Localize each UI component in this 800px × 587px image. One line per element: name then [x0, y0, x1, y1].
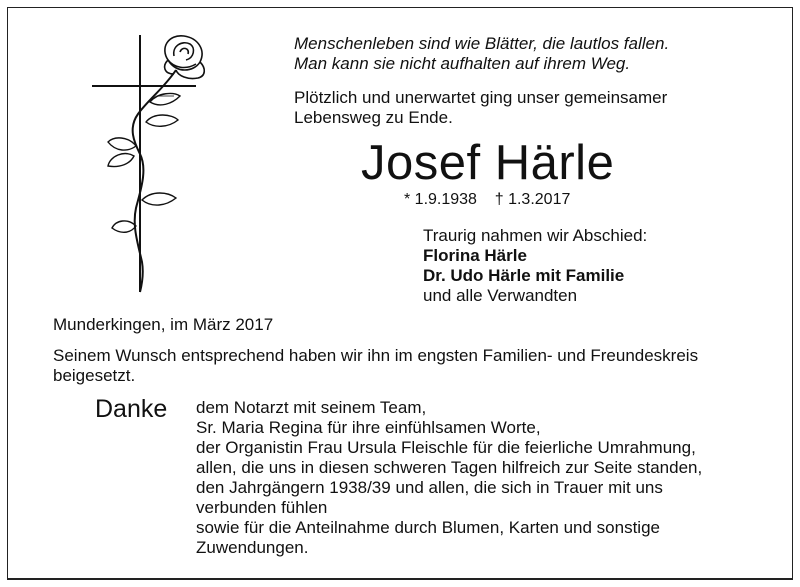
quote [294, 34, 669, 74]
mourners-block [423, 226, 647, 306]
life-dates: * 1.9.1938 † 1.3.2017 [404, 191, 571, 208]
quote-line-2: Man kann sie nicht aufhalten auf ihrem Weg. [294, 54, 631, 73]
thanks-label: Danke [95, 395, 168, 423]
mourners-others: und alle Verwandten [423, 286, 578, 305]
thanks-line: Sr. Maria Regina für ihre einfühlsamen Worte, [196, 418, 541, 437]
cross-with-rose-icon [88, 30, 218, 300]
deceased-name: Josef Härle [361, 136, 615, 190]
mourner-1: Florina Härle [423, 246, 527, 265]
mourners-heading: Traurig nahmen wir Abschied: [423, 226, 648, 245]
thanks-line: dem Notarzt mit seinem Team, [196, 398, 427, 417]
thanks-line: sowie für die Anteilnahme durch Blumen, Karten und sonstige [196, 518, 660, 537]
thanks-line: den Jahrgängern 1938/39 und allen, die sich in Trauer mit uns [196, 478, 663, 497]
thanks-line: Zuwendungen. [196, 538, 309, 557]
burial-note-line-1: Seinem Wunsch entsprechend haben wir ihn im engsten Familien- und Freundeskreis [53, 346, 699, 365]
place-date: Munderkingen, im März 2017 [53, 315, 274, 334]
burial-note-line-2: beigesetzt. [53, 366, 136, 385]
mourner-2: Dr. Udo Härle mit Familie [423, 266, 625, 285]
intro-text [294, 88, 667, 128]
notice-bottom-rule [7, 578, 793, 580]
quote-line-1: Menschenleben sind wie Blätter, die lautlos fallen. [294, 34, 670, 53]
thanks-line: allen, die uns in diesen schweren Tagen hilfreich zur Seite standen, [196, 458, 703, 477]
burial-note [53, 346, 773, 386]
thanks-list [196, 398, 702, 558]
thanks-line: verbunden fühlen [196, 498, 328, 517]
intro-line-2: Lebensweg zu Ende. [294, 108, 453, 127]
intro-line-1: Plötzlich und unerwartet ging unser gemeinsamer [294, 88, 668, 107]
thanks-line: der Organistin Frau Ursula Fleischle für die feierliche Umrahmung, [196, 438, 696, 457]
